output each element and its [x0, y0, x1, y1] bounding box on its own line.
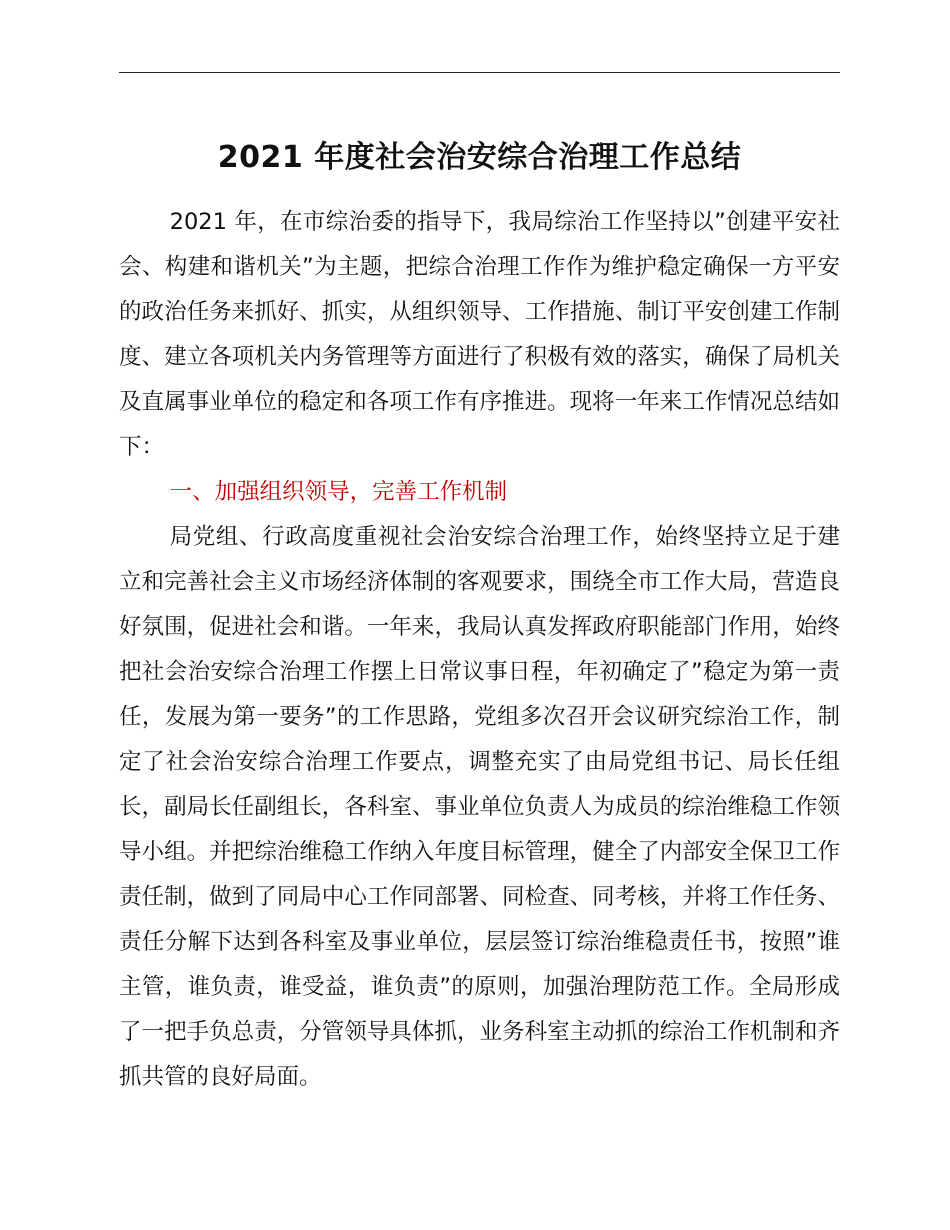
- section-heading: 一、加强组织领导，完善工作机制: [169, 479, 508, 505]
- header-rule: [119, 72, 840, 73]
- document-body: [119, 200, 840, 1100]
- section-paragraph: 局党组、行政高度重视社会治安综合治理工作，始终坚持立足于建立和完善社会主义市场经济体制的客观要求，围绕全市工作大局，营造良好氛围，促进社会和谐。一年来，我局认真发挥政府职能部门作用，始终把社会治安综合治理工作摆上日常议事日程，年初确定了”稳定为第一责任，发展为第一要务”的工作思路，党组多次召开会议研究综治工作，制定了社会治安综合治理工作要点，调整充实了由局党组书记、局长任组长，副局长任副组长，各科室、事业单位负责人为成员的综治维稳工作领导小组。并把综治维稳工作纳入年度目标管理，健全了内部安全保卫工作责任制，做到了同局中心工作同部署、同检查、同考核，并将工作任务、责任分解下达到各科室及事业单位，层层签订综治维稳责任书，按照”谁主管，谁负责，谁受益，谁负责”的原则，加强治理防范工作。全局形成了一把手负总责，分管领导具体抓，业务科室主动抓的综治工作机制和齐抓共管的良好局面。: [119, 524, 840, 1090]
- intro-paragraph: 2021 年，在市综治委的指导下，我局综治工作坚持以”创建平安社会、构建和谐机关”为主题，把综合治理工作作为维护稳定确保一方平安的政治任务来抓好、抓实，从组织领导、工作措施、制订平安创建工作制度、建立各项机关内务管理等方面进行了积极有效的落实，确保了局机关及直属事业单位的稳定和各项工作有序推进。现将一年来工作情况总结如下：: [119, 209, 840, 460]
- document-title: 2021 年度社会治安综合治理工作总结: [217, 140, 742, 175]
